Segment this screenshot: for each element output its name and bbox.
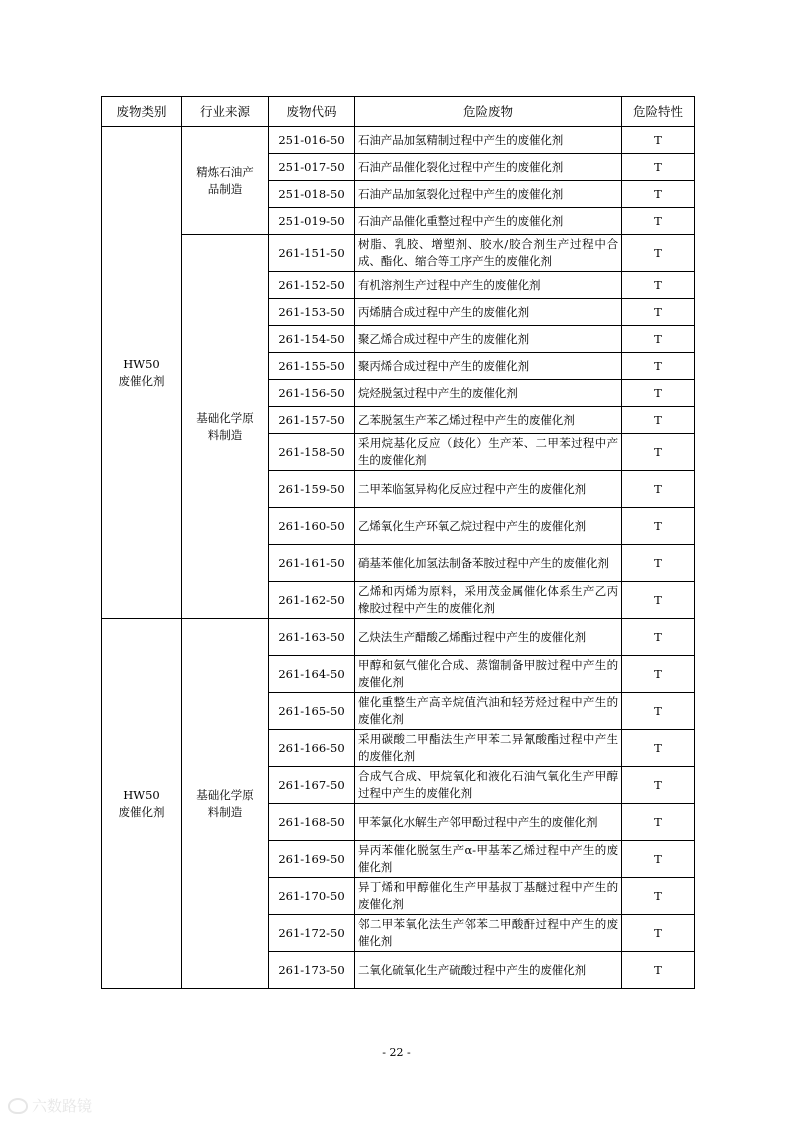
waste-desc: 甲苯氯化水解生产邻甲酚过程中产生的废催化剂	[355, 804, 622, 841]
waste-code: 261-161-50	[269, 545, 355, 582]
waste-trait: T	[622, 508, 695, 545]
industry-line: 料制造	[207, 427, 243, 442]
category-cell	[102, 127, 182, 619]
waste-code: 261-164-50	[269, 656, 355, 693]
waste-code: 261-159-50	[269, 471, 355, 508]
page-number: - 22 -	[382, 1046, 411, 1059]
waste-trait: T	[622, 127, 695, 154]
industry-line: 基础化学原	[196, 787, 254, 802]
waste-code: 261-169-50	[269, 841, 355, 878]
waste-desc: 石油产品加氢裂化过程中产生的废催化剂	[355, 181, 622, 208]
waste-code: 261-151-50	[269, 235, 355, 272]
waste-desc: 甲醇和氨气催化合成、蒸馏制备甲胺过程中产生的废催化剂	[355, 656, 622, 693]
waste-desc: 烷烃脱氢过程中产生的废催化剂	[355, 380, 622, 407]
waste-code: 261-154-50	[269, 326, 355, 353]
waste-code: 261-155-50	[269, 353, 355, 380]
category-code: HW50	[123, 356, 160, 371]
watermark-logo-icon	[8, 1098, 28, 1114]
waste-code: 251-018-50	[269, 181, 355, 208]
industry-cell	[182, 127, 269, 235]
waste-trait: T	[622, 299, 695, 326]
waste-trait: T	[622, 841, 695, 878]
category-cell	[102, 619, 182, 989]
waste-desc: 石油产品催化重整过程中产生的废催化剂	[355, 208, 622, 235]
waste-trait: T	[622, 272, 695, 299]
waste-trait: T	[622, 154, 695, 181]
category-name: 废催化剂	[118, 804, 165, 819]
waste-desc: 合成气合成、甲烷氧化和液化石油气氧化生产甲醇过程中产生的废催化剂	[355, 767, 622, 804]
waste-table	[101, 96, 695, 989]
waste-trait: T	[622, 915, 695, 952]
waste-trait: T	[622, 380, 695, 407]
waste-desc: 乙苯脱氢生产苯乙烯过程中产生的废催化剂	[355, 407, 622, 434]
waste-desc: 有机溶剂生产过程中产生的废催化剂	[355, 272, 622, 299]
waste-trait: T	[622, 434, 695, 471]
category-name: 废催化剂	[118, 373, 165, 388]
waste-code: 261-172-50	[269, 915, 355, 952]
table-row	[102, 127, 695, 154]
waste-desc: 丙烯腈合成过程中产生的废催化剂	[355, 299, 622, 326]
waste-trait: T	[622, 181, 695, 208]
waste-desc: 采用碳酸二甲酯法生产甲苯二异氰酸酯过程中产生的废催化剂	[355, 730, 622, 767]
waste-trait: T	[622, 730, 695, 767]
waste-desc: 邻二甲苯氧化法生产邻苯二甲酸酐过程中产生的废催化剂	[355, 915, 622, 952]
waste-code: 261-170-50	[269, 878, 355, 915]
waste-code: 261-166-50	[269, 730, 355, 767]
header-industry: 行业来源	[182, 97, 269, 127]
table-row	[102, 235, 695, 272]
header-waste: 危险废物	[355, 97, 622, 127]
waste-trait: T	[622, 656, 695, 693]
waste-code: 261-152-50	[269, 272, 355, 299]
waste-trait: T	[622, 326, 695, 353]
waste-trait: T	[622, 693, 695, 730]
watermark-text: 六数路镜	[32, 1097, 93, 1115]
waste-desc: 异丙苯催化脱氢生产α-甲基苯乙烯过程中产生的废催化剂	[355, 841, 622, 878]
waste-code: 251-016-50	[269, 127, 355, 154]
table-header-row	[102, 97, 695, 127]
waste-code: 261-160-50	[269, 508, 355, 545]
industry-line: 品制造	[207, 181, 243, 196]
waste-trait: T	[622, 619, 695, 656]
category-code: HW50	[123, 787, 160, 802]
industry-line: 料制造	[207, 804, 243, 819]
waste-desc: 石油产品催化裂化过程中产生的废催化剂	[355, 154, 622, 181]
waste-desc: 树脂、乳胶、增塑剂、胶水/胶合剂生产过程中合成、酯化、缩合等工序产生的废催化剂	[355, 235, 622, 272]
waste-trait: T	[622, 353, 695, 380]
waste-trait: T	[622, 582, 695, 619]
industry-line: 基础化学原	[196, 410, 254, 425]
waste-trait: T	[622, 208, 695, 235]
waste-code: 261-153-50	[269, 299, 355, 326]
waste-code: 251-019-50	[269, 208, 355, 235]
industry-cell	[182, 235, 269, 619]
header-code: 废物代码	[269, 97, 355, 127]
waste-code: 261-173-50	[269, 952, 355, 989]
header-trait: 危险特性	[622, 97, 695, 127]
waste-desc: 二甲苯临氢异构化反应过程中产生的废催化剂	[355, 471, 622, 508]
waste-desc: 催化重整生产高辛烷值汽油和轻芳烃过程中产生的废催化剂	[355, 693, 622, 730]
waste-code: 261-156-50	[269, 380, 355, 407]
waste-desc: 石油产品加氢精制过程中产生的废催化剂	[355, 127, 622, 154]
waste-code: 261-158-50	[269, 434, 355, 471]
waste-code: 261-168-50	[269, 804, 355, 841]
waste-code: 261-157-50	[269, 407, 355, 434]
waste-trait: T	[622, 471, 695, 508]
waste-code: 251-017-50	[269, 154, 355, 181]
waste-trait: T	[622, 804, 695, 841]
table-row	[102, 619, 695, 656]
waste-desc: 乙烯氧化生产环氧乙烷过程中产生的废催化剂	[355, 508, 622, 545]
waste-trait: T	[622, 878, 695, 915]
waste-desc: 二氧化硫氧化生产硫酸过程中产生的废催化剂	[355, 952, 622, 989]
waste-trait: T	[622, 952, 695, 989]
waste-desc: 聚乙烯合成过程中产生的废催化剂	[355, 326, 622, 353]
header-category: 废物类别	[102, 97, 182, 127]
industry-line: 精炼石油产	[196, 164, 254, 179]
waste-trait: T	[622, 235, 695, 272]
waste-desc: 乙炔法生产醋酸乙烯酯过程中产生的废催化剂	[355, 619, 622, 656]
waste-trait: T	[622, 767, 695, 804]
waste-desc: 硝基苯催化加氢法制备苯胺过程中产生的废催化剂	[355, 545, 622, 582]
industry-cell	[182, 619, 269, 989]
waste-code: 261-163-50	[269, 619, 355, 656]
waste-desc: 乙烯和丙烯为原料，采用茂金属催化体系生产乙丙橡胶过程中产生的废催化剂	[355, 582, 622, 619]
waste-code: 261-167-50	[269, 767, 355, 804]
waste-desc: 采用烷基化反应（歧化）生产苯、二甲苯过程中产生的废催化剂	[355, 434, 622, 471]
waste-desc: 异丁烯和甲醇催化生产甲基叔丁基醚过程中产生的废催化剂	[355, 878, 622, 915]
waste-trait: T	[622, 407, 695, 434]
waste-code: 261-165-50	[269, 693, 355, 730]
waste-desc: 聚丙烯合成过程中产生的废催化剂	[355, 353, 622, 380]
waste-trait: T	[622, 545, 695, 582]
waste-code: 261-162-50	[269, 582, 355, 619]
watermark	[8, 1095, 92, 1116]
